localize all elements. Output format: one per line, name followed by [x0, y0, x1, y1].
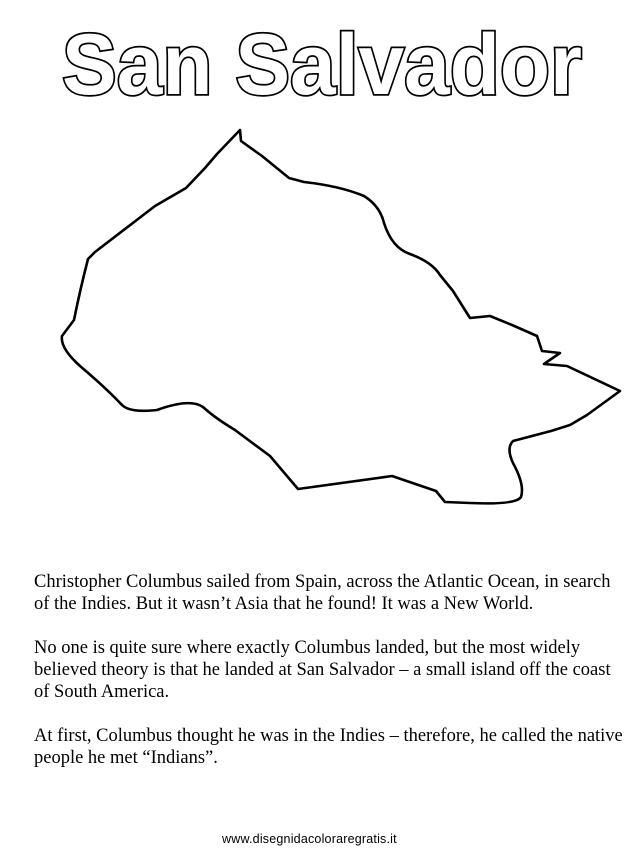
page-title-text: San Salvador: [62, 17, 582, 110]
paragraph-2: No one is quite sure where exactly Columbus landed, but the most widely believed theory is that he landed at San Salvador – a small island off the coast of South America.: [34, 638, 611, 702]
island-outline: [62, 130, 620, 503]
paragraph-3: At first, Columbus thought he was in the Indies – therefore, he called the native people he met “Indians”.: [34, 726, 623, 768]
body-text: [34, 571, 624, 791]
paragraph-1: Christopher Columbus sailed from Spain, across the Atlantic Ocean, in search of the Indies. But it wasn’t Asia that he found! It was a New World.: [34, 572, 611, 614]
footer-url: www.disegnidacoloraregratis.it: [222, 832, 397, 846]
page-title: [0, 0, 640, 110]
island-outline-map: [0, 110, 640, 530]
